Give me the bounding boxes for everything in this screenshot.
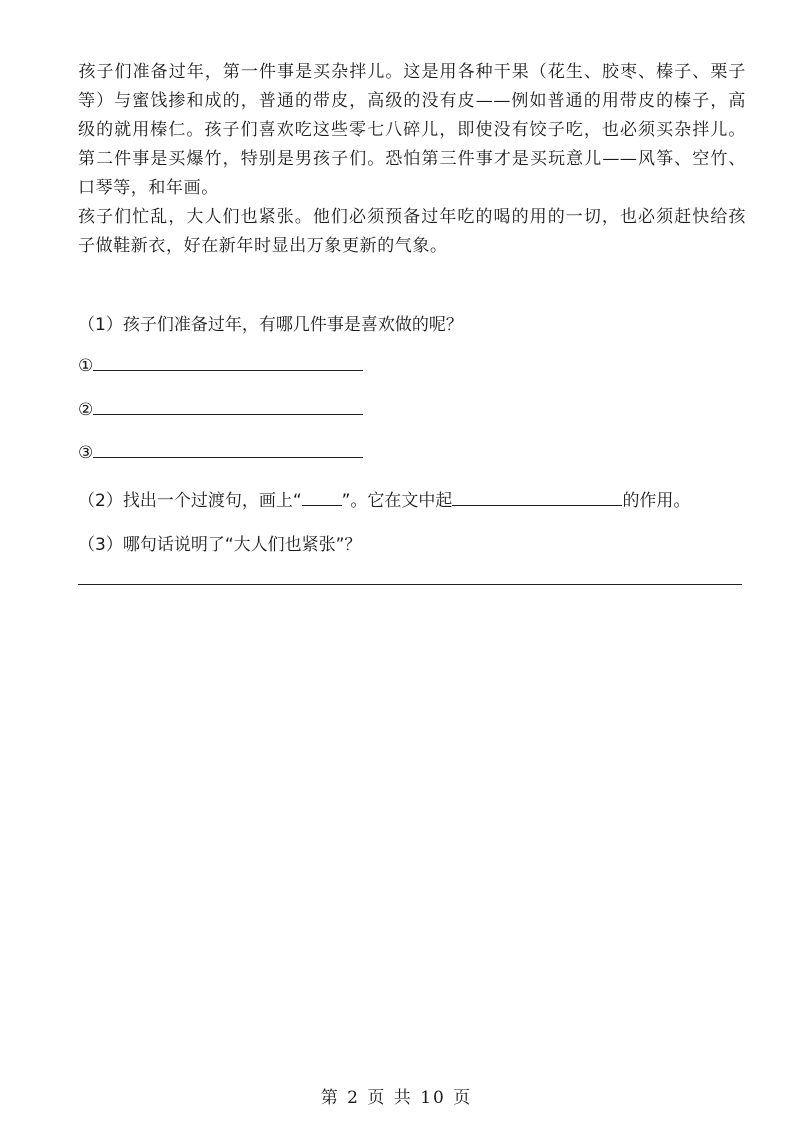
paragraph-1-text: 孩子们准备过年，第一件事是买杂拌儿。这是用各种干果（花生、胶枣、榛子、栗子等）与蜜饯掺和成的，普通的带皮，高级的没有皮——例如普通的用带皮的榛子，高级的就用榛仁。孩子们喜欢吃这些零七八碎儿，即使没有饺子吃，也必须买杂拌儿。第二件事是买爆竹，特别是男孩子们。恐怕第三件事才是买玩意儿——风筝、空竹、口琴等，和年画。 xyxy=(78,62,746,198)
question-1-item-3 xyxy=(78,443,363,463)
passage-paragraph-2 xyxy=(78,203,746,261)
answer-blank-2[interactable] xyxy=(93,400,363,415)
answer-blank-1[interactable] xyxy=(93,356,363,371)
page-number-footer: 第 2 页 共 10 页 xyxy=(320,1088,473,1108)
item-3-marker: ③ xyxy=(78,443,94,463)
passage-paragraph-1 xyxy=(78,58,746,203)
answer-blank-role[interactable] xyxy=(452,491,622,506)
question-3-prompt: （3）哪句话说明了“大人们也紧张”？ xyxy=(78,535,362,555)
question-1-item-2 xyxy=(78,400,363,420)
question-2-middle: ”。它在文中起 xyxy=(341,491,453,511)
question-2-suffix: 的作用。 xyxy=(622,491,691,511)
paragraph-2-text: 孩子们忙乱，大人们也紧张。他们必须预备过年吃的喝的用的一切，也必须赶快给孩子做鞋新衣，好在新年时显出万象更新的气象。 xyxy=(78,207,746,256)
question-2-prefix: （2）找出一个过渡句，画上“ xyxy=(78,491,302,511)
underline-mark-blank[interactable] xyxy=(302,491,342,506)
answer-blank-3[interactable] xyxy=(93,443,363,458)
question-1-prompt: （1）孩子们准备过年，有哪几件事是喜欢做的呢？ xyxy=(78,315,463,335)
question-1-item-1 xyxy=(78,356,363,376)
reading-passage xyxy=(78,58,746,261)
item-2-marker: ② xyxy=(78,400,94,420)
question-2-prompt xyxy=(78,486,690,511)
question-3-answer-line[interactable] xyxy=(78,584,742,585)
item-1-marker: ① xyxy=(78,356,94,376)
